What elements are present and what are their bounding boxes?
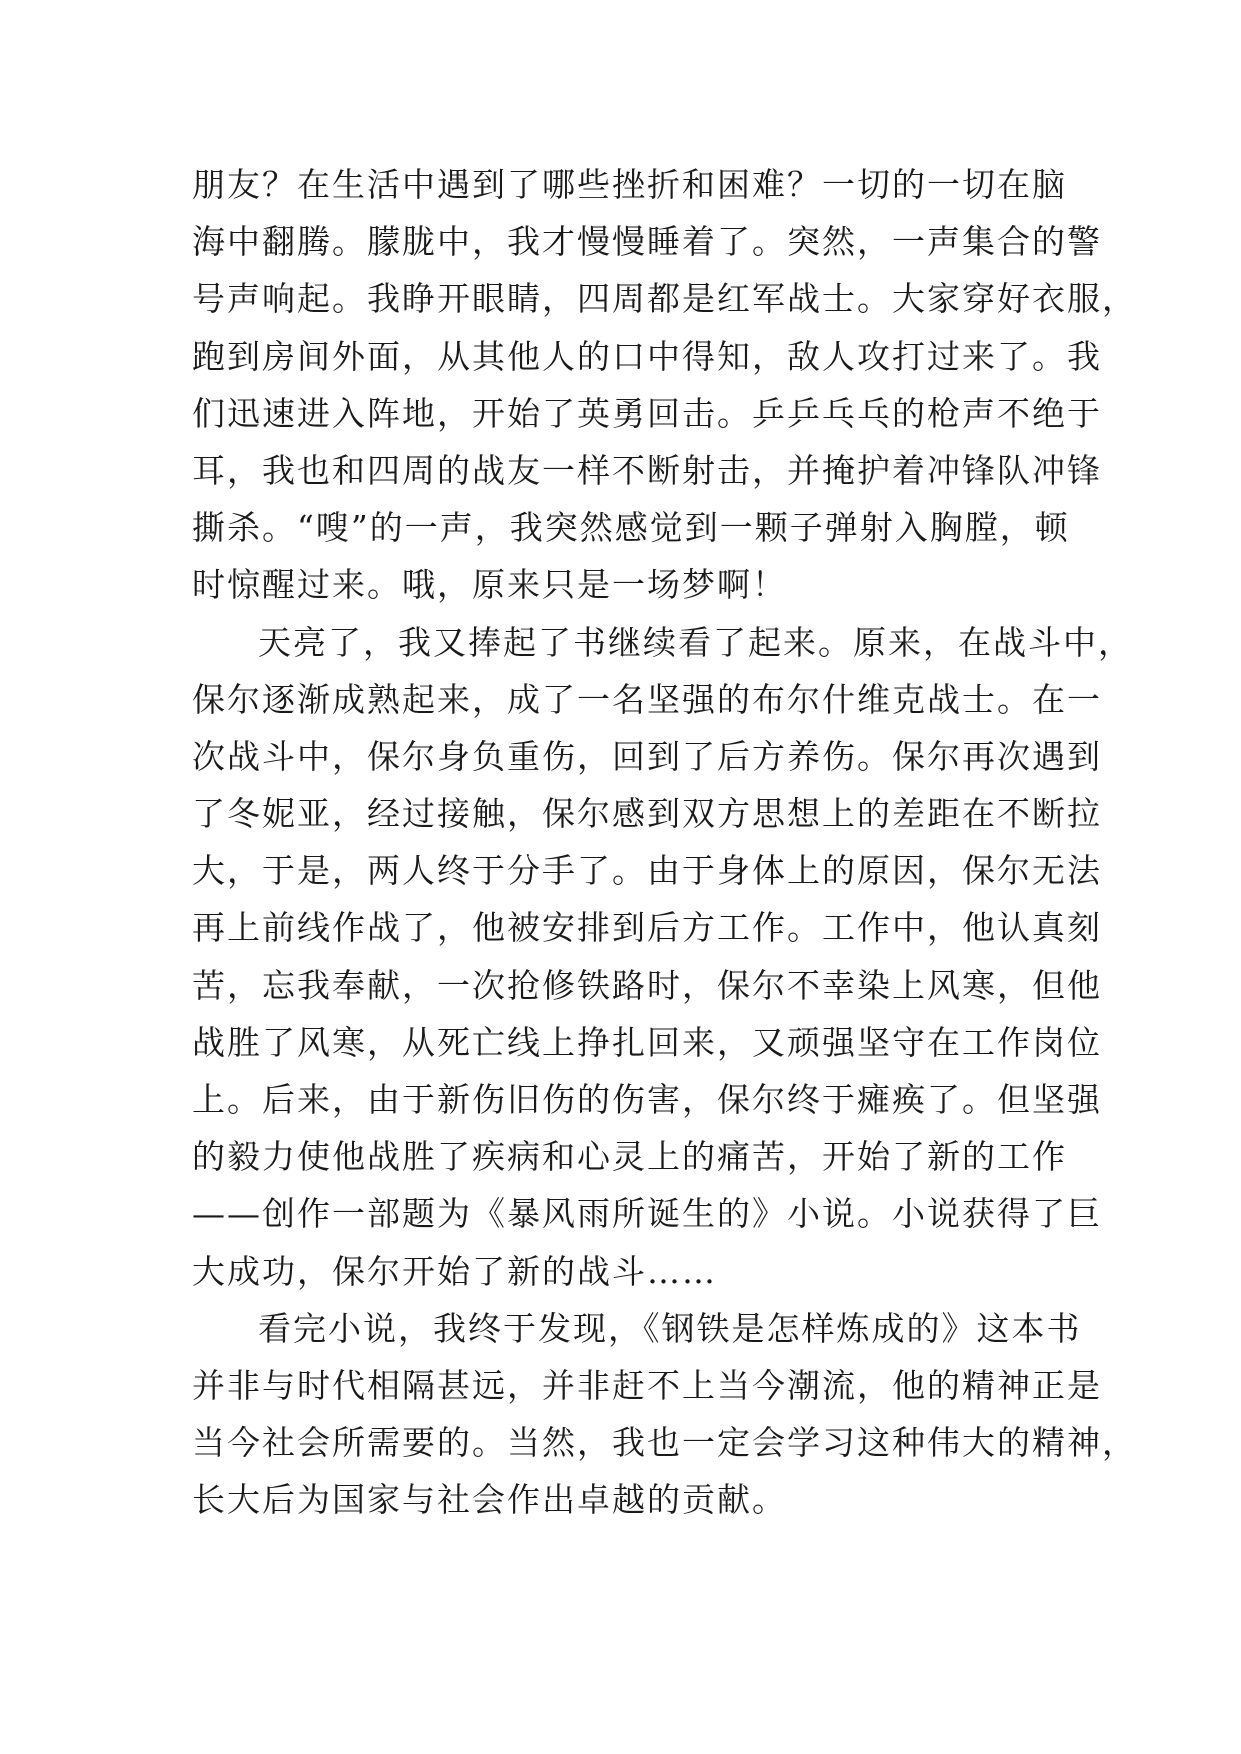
text-line: 们迅速进入阵地，开始了英勇回击。乒乒乓乓的枪声不绝于 [192, 393, 1102, 433]
text-line: 大，于是，两人终于分手了。由于身体上的原因，保尔无法 [192, 851, 1102, 891]
text-line: 海中翻腾。朦胧中，我才慢慢睡着了。突然，一声集合的警 [192, 222, 1102, 262]
text-line: 上。后来，由于新伤旧伤的伤害，保尔终于瘫痪了。但坚强 [192, 1080, 1102, 1119]
text-line: ——创作一部题为《暴风雨所诞生的》小说。小说获得了巨 [192, 1194, 1102, 1234]
text-line: 长大后为国家与社会作出卓越的贡献。 [192, 1480, 787, 1520]
text-line: 看完小说，我终于发现，《钢铁是怎样炼成的》这本书 [258, 1308, 1082, 1348]
text-line: 次战斗中，保尔身负重伤，回到了后方养伤。保尔再次遇到 [192, 736, 1102, 776]
text-line: 天亮了，我又捧起了书继续看了起来。原来，在战斗中， [258, 622, 1133, 662]
text-line: 再上前线作战了，他被安排到后方工作。工作中，他认真刻 [192, 908, 1102, 948]
text-line: 朋友？在生活中遇到了哪些挫折和困难？一切的一切在脑 [192, 165, 1067, 204]
text-line: 苦，忘我奉献，一次抢修铁路时，保尔不幸染上风寒，但他 [192, 965, 1102, 1005]
text-line: 撕杀。“嗖”的一声，我突然感觉到一颗子弹射入胸膛，顿 [192, 508, 1070, 548]
paragraph [192, 156, 1137, 614]
text-line: 战胜了风寒，从死亡线上挣扎回来，又顽强坚守在工作岗位 [192, 1022, 1102, 1062]
text-line: 号声响起。我睁开眼睛，四周都是红军战士。大家穿好衣服， [192, 279, 1137, 319]
paragraph [192, 1300, 1137, 1529]
text-line: 当今社会所需要的。当然，我也一定会学习这种伟大的精神， [192, 1423, 1137, 1463]
paragraph [192, 614, 1133, 1300]
text-line: 时惊醒过来。哦，原来只是一场梦啊！ [192, 565, 787, 605]
text-line: 了冬妮亚，经过接触，保尔感到双方思想上的差距在不断拉 [192, 794, 1102, 834]
text-line: 并非与时代相隔甚远，并非赶不上当今潮流，他的精神正是 [192, 1365, 1102, 1405]
text-line: 耳，我也和四周的战友一样不断射击，并掩护着冲锋队冲锋 [192, 450, 1102, 490]
text-line: 跑到房间外面，从其他人的口中得知，敌人攻打过来了。我 [192, 336, 1102, 376]
text-line: 的毅力使他战胜了疾病和心灵上的痛苦，开始了新的工作 [192, 1137, 1067, 1177]
text-line: 保尔逐渐成熟起来，成了一名坚强的布尔什维克战士。在一 [192, 679, 1102, 719]
text-line: 大成功，保尔开始了新的战斗…… [192, 1251, 717, 1291]
document-body [192, 156, 1137, 1529]
